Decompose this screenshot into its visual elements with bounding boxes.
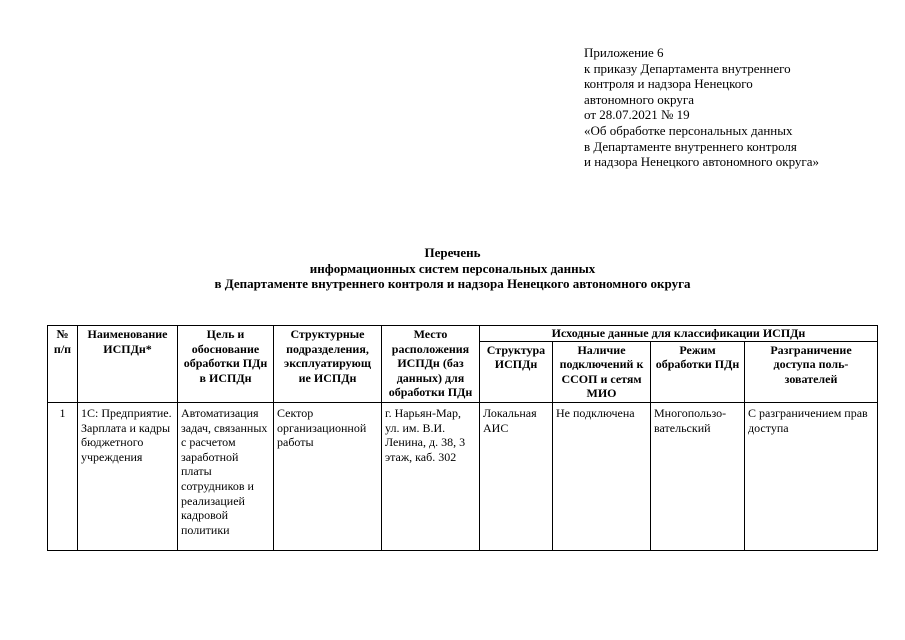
cell-num: 1 [48,402,78,550]
cell-purpose: Автоматизация задач, связанных с расчетом заработной платы сотрудников и реализацией кадровой политики [178,402,274,550]
title-line: Перечень [424,245,481,260]
cell-location: г. Нарьян-Мар, ул. им. В.И. Ленина, д. 38, 3 этаж, каб. 302 [382,402,480,550]
title-line: в Департаменте внутреннего контроля и надзора Ненецкого автономного округа [214,276,691,292]
title-line: информационных систем персональных данных [309,260,596,276]
appendix-line: к приказу Департамента внутреннего [584,60,791,76]
cell-structure: Локальная АИС [480,402,553,550]
appendix-line: и надзора Ненецкого автономного округа» [584,154,820,170]
header-name: Наименование ИСПДн* [78,326,178,403]
header-access: Разграничение доступа поль-зователей [745,341,878,402]
appendix-line: автономного округа [584,91,694,107]
appendix-block [584,45,819,170]
header-location: Место расположения ИСПДн (баз данных) для обработки ПДн [382,326,480,403]
ispdn-table [47,325,878,551]
header-units: Структурные подразделения, эксплуатирующ ие ИСПДн [274,326,382,403]
header-classification-group: Исходные данные для классификации ИСПДн [480,326,878,342]
header-connections: Наличие подключений к ССОП и сетям МИО [553,341,651,402]
table-row [48,402,878,550]
header-num: № п/п [48,326,78,403]
appendix-line: в Департаменте внутреннего контроля [584,138,797,154]
cell-mode: Многопользо-вательский [651,402,745,550]
cell-units: Сектор организационной работы [274,402,382,550]
header-structure: Структура ИСПДн [480,341,553,402]
appendix-line: от 28.07.2021 № 19 [584,107,690,123]
header-mode: Режим обработки ПДн [651,341,745,402]
appendix-line: контроля и надзора Ненецкого [584,76,753,92]
header-purpose: Цель и обоснование обработки ПДн в ИСПДн [178,326,274,403]
appendix-line: Приложение 6 [584,45,664,60]
cell-access: С разграничением прав доступа [745,402,878,550]
cell-name: 1С: Предприятие. Зарплата и кадры бюджетного учреждения [78,402,178,550]
appendix-line: «Об обработке персональных данных [584,122,793,138]
cell-connections: Не подключена [553,402,651,550]
document-title [0,245,905,292]
